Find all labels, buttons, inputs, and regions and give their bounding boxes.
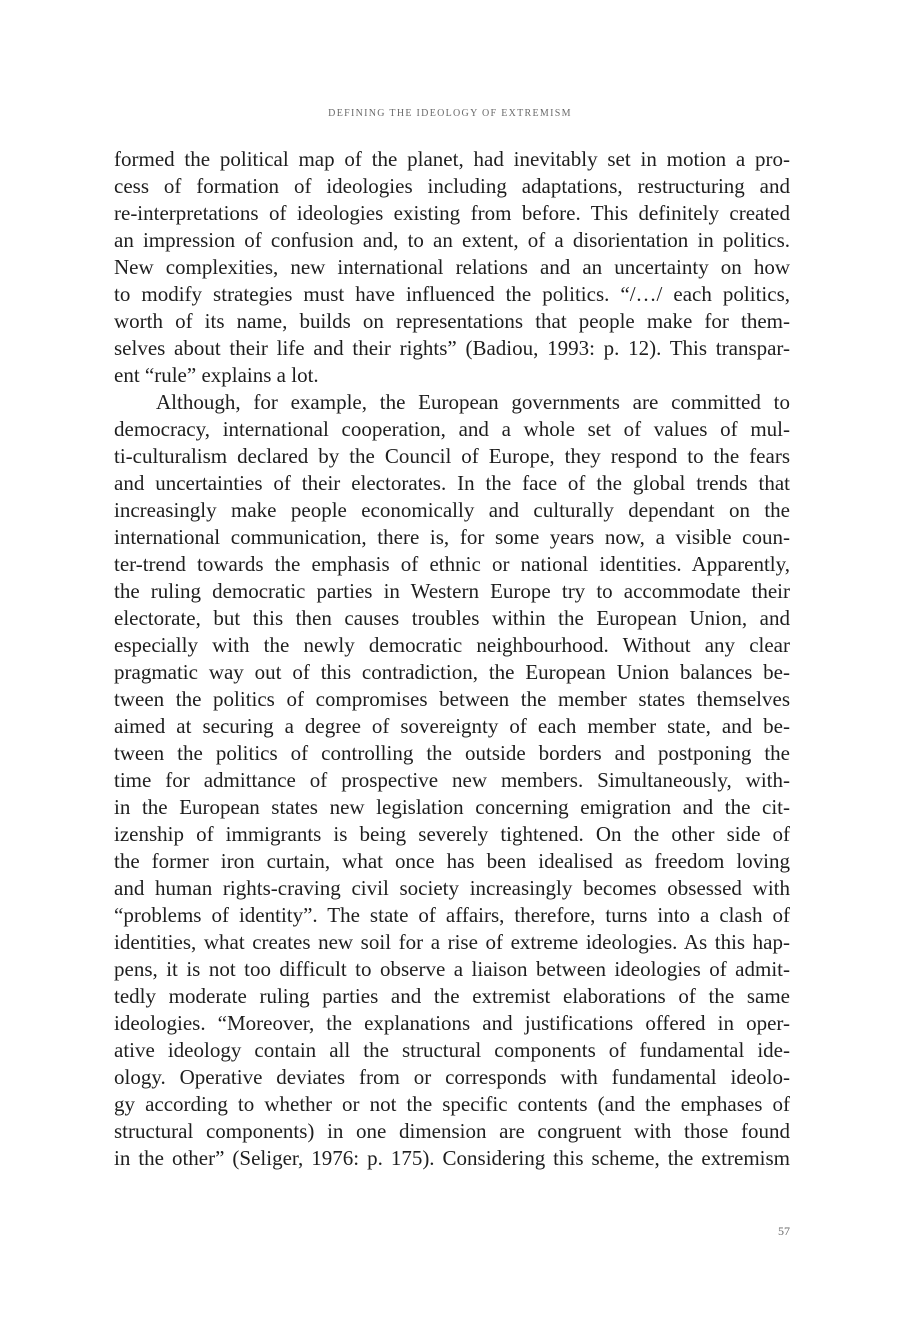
text-line: identities, what creates new soil for a rise of extreme ideologies. As this hap-	[114, 930, 790, 954]
text-line: to modify strategies must have influenced the politics. “/…/ each politics,	[114, 282, 790, 306]
text-line: pens, it is not too difficult to observe a liaison between ideologies of admit-	[114, 957, 790, 981]
text-line: structural components) in one dimension are congruent with those found	[114, 1119, 790, 1143]
paragraph-2	[114, 389, 790, 1172]
text-line: worth of its name, builds on representations that people make for them-	[114, 309, 790, 333]
text-line: aimed at securing a degree of sovereignty of each member state, and be-	[114, 714, 790, 738]
page-number: 57	[778, 1224, 790, 1238]
text-line: New complexities, new international relations and an uncertainty on how	[114, 255, 790, 279]
text-line: pragmatic way out of this contradiction, the European Union balances be-	[114, 660, 790, 684]
text-line: in the European states new legislation concerning emigration and the cit-	[114, 795, 790, 819]
text-line: ative ideology contain all the structural components of fundamental ide-	[114, 1038, 790, 1062]
text-line: increasingly make people economically and culturally dependant on the	[114, 498, 790, 522]
paragraph-1	[114, 146, 790, 389]
text-line: in the other” (Seliger, 1976: p. 175). Considering this scheme, the extremism	[114, 1146, 790, 1170]
text-line: tween the politics of controlling the outside borders and postponing the	[114, 741, 790, 765]
running-head: DEFINING THE IDEOLOGY OF EXTREMISM	[328, 108, 572, 119]
text-line: electorate, but this then causes troubles within the European Union, and	[114, 606, 790, 630]
text-line: ti-culturalism declared by the Council of Europe, they respond to the fears	[114, 444, 790, 468]
text-line: “problems of identity”. The state of affairs, therefore, turns into a clash of	[114, 903, 790, 927]
text-line: ology. Operative deviates from or corresponds with fundamental ideolo-	[114, 1065, 790, 1089]
text-line: Although, for example, the European governments are committed to	[156, 390, 790, 414]
text-line: time for admittance of prospective new members. Simultaneously, with-	[114, 768, 790, 792]
text-line: international communication, there is, for some years now, a visible coun-	[114, 525, 790, 549]
text-line: selves about their life and their rights” (Badiou, 1993: p. 12). This transpar-	[114, 336, 790, 360]
text-line: gy according to whether or not the specific contents (and the emphases of	[114, 1092, 790, 1116]
text-line: and uncertainties of their electorates. In the face of the global trends that	[114, 471, 790, 495]
text-line: especially with the newly democratic neighbourhood. Without any clear	[114, 633, 790, 657]
text-line: and human rights-craving civil society increasingly becomes obsessed with	[114, 876, 790, 900]
text-line: ideologies. “Moreover, the explanations and justifications offered in oper-	[114, 1011, 790, 1035]
text-line: tween the politics of compromises between the member states themselves	[114, 687, 790, 711]
text-line: izenship of immigrants is being severely tightened. On the other side of	[114, 822, 790, 846]
text-line: an impression of confusion and, to an extent, of a disorientation in politics.	[114, 228, 790, 252]
text-line: ent “rule” explains a lot.	[114, 363, 319, 387]
text-line: cess of formation of ideologies including adaptations, restructuring and	[114, 174, 790, 198]
text-line: the ruling democratic parties in Western Europe try to accommodate their	[114, 579, 790, 603]
text-line: formed the political map of the planet, had inevitably set in motion a pro-	[114, 147, 790, 171]
text-line: democracy, international cooperation, and a whole set of values of mul-	[114, 417, 790, 441]
text-line: ter-trend towards the emphasis of ethnic or national identities. Apparently,	[114, 552, 790, 576]
text-line: re-interpretations of ideologies existing from before. This definitely created	[114, 201, 790, 225]
text-line: tedly moderate ruling parties and the extremist elaborations of the same	[114, 984, 790, 1008]
body-text	[114, 146, 790, 1172]
text-line: the former iron curtain, what once has been idealised as freedom loving	[114, 849, 790, 873]
